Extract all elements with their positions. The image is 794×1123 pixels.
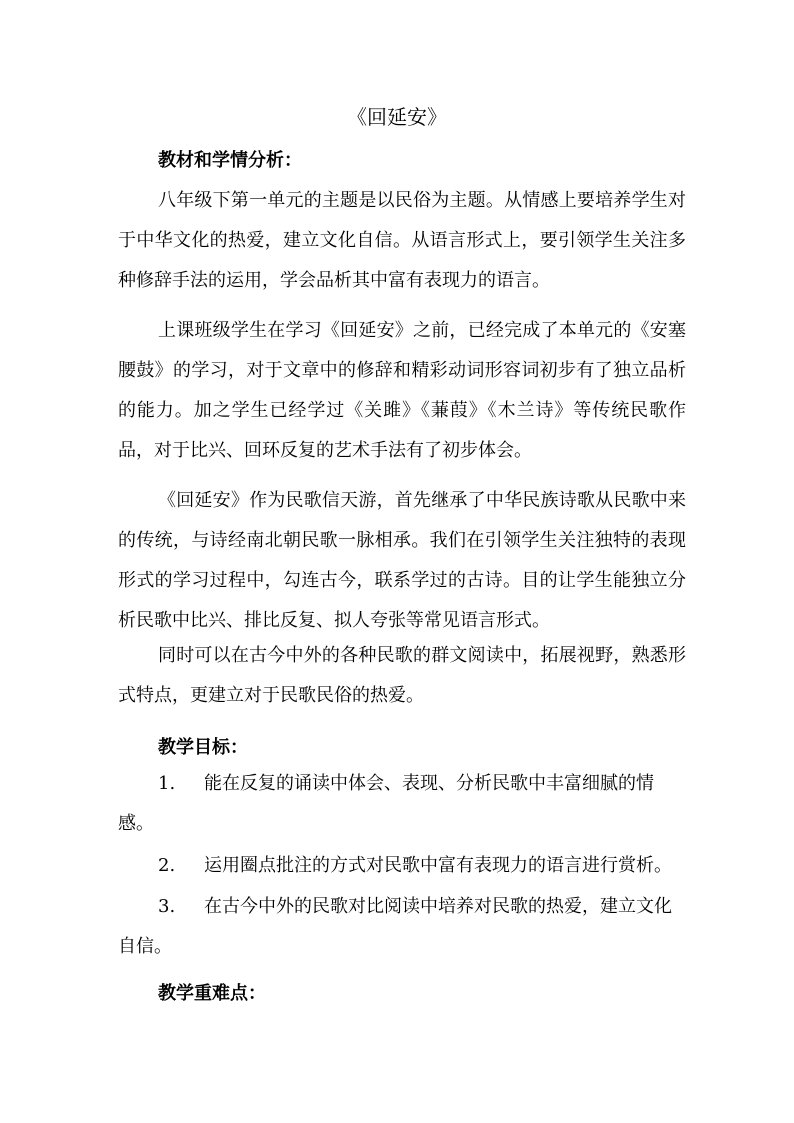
goal-item [118,846,686,886]
goal-text: 能在反复的诵读中体会、表现、分析民歌中丰富细腻的情感。 [118,773,654,834]
document-title: 《回延安》 [347,105,447,129]
goal-number: 2. [158,855,176,876]
paragraph-students: 上课班级学生在学习《回延安》之前，已经完成了本单元的《安塞腰鼓》的学习，对于文章中的修辞和精彩动词形容词初步有了独立品析的能力。加之学生已经学过《关雎》《蒹葭》《木兰诗》等传统民歌作品，对于比兴、回环反复的艺术手法有了初步体会。 [118,320,686,461]
paragraph-theme: 八年级下第一单元的主题是以民俗为主题。从情感上要培养学生对于中华文化的热爱，建立文化自信。从语言形式上，要引领学生关注多种修辞手法的运用，学会品析其中富有表现力的语言。 [118,190,686,291]
paragraph-poem: 《回延安》作为民歌信天游，首先继承了中华民族诗歌从民歌中来的传统，与诗经南北朝民歌一脉相承。我们在引领学生关注独特的表现形式的学习过程中，勾连古今，联系学过的古诗。目的让学生能独立分析民歌中比兴、排比反复、拟人夸张等常见语言形式。 [118,490,686,631]
section-heading-keypoints: 教学重难点： [158,983,266,1004]
goal-text: 运用圈点批注的方式对民歌中富有表现力的语言进行赏析。 [204,855,672,876]
goal-number: 1. [158,773,176,794]
goal-item [118,887,686,967]
goal-item [118,764,686,844]
section-heading-goals: 教学目标： [158,737,248,758]
goal-number: 3. [158,896,176,917]
paragraph-reading: 同时可以在古今中外的各种民歌的群文阅读中，拓展视野，熟悉形式特点，更建立对于民歌民俗的热爱。 [118,645,686,706]
goal-text: 在古今中外的民歌对比阅读中培养对民歌的热爱，建立文化自信。 [118,896,672,957]
section-heading-analysis: 教材和学情分析： [158,150,302,171]
